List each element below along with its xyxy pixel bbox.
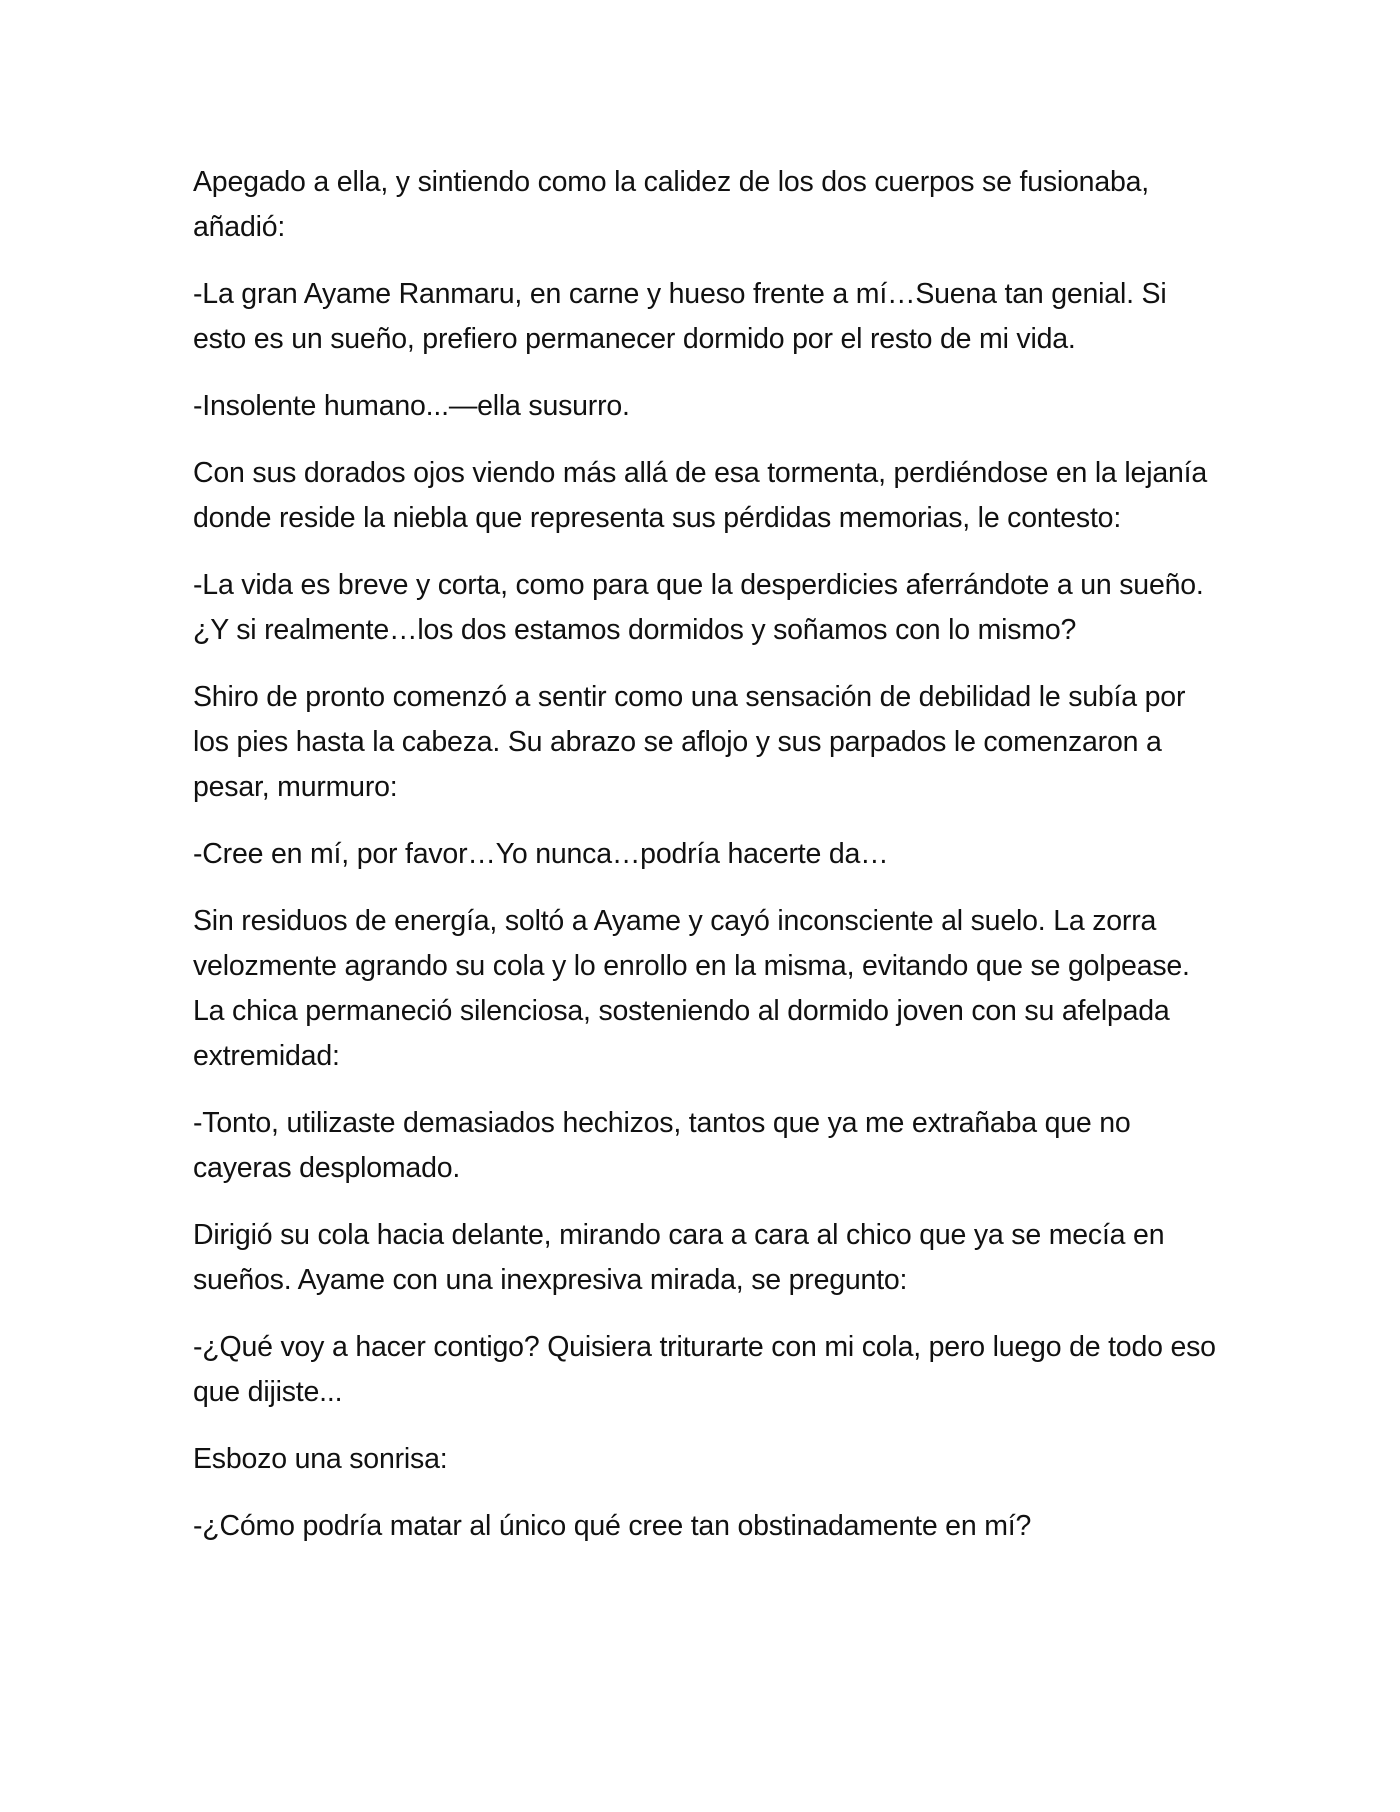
- paragraph: Dirigió su cola hacia delante, mirando cara a cara al chico que ya se mecía en sueños. Ayame con una inexpresiva mirada, se pregunto:: [193, 1219, 1165, 1296]
- paragraph: -Insolente humano...—ella susurro.: [193, 390, 630, 422]
- paragraph: Esbozo una sonrisa:: [193, 1443, 448, 1475]
- document-body: [193, 160, 1223, 1571]
- paragraph: Con sus dorados ojos viendo más allá de esa tormenta, perdiéndose en la lejanía donde reside la niebla que representa sus pérdidas memorias, le contesto:: [193, 457, 1208, 534]
- paragraph: -Cree en mí, por favor…Yo nunca…podría hacerte da…: [193, 838, 889, 870]
- paragraph: Apegado a ella, y sintiendo como la calidez de los dos cuerpos se fusionaba, añadió:: [193, 166, 1149, 243]
- paragraph: -¿Qué voy a hacer contigo? Quisiera triturarte con mi cola, pero luego de todo eso que dijiste...: [193, 1331, 1216, 1408]
- paragraph: Shiro de pronto comenzó a sentir como una sensación de debilidad le subía por los pies hasta la cabeza. Su abrazo se aflojo y sus parpados le comenzaron a pesar, murmuro:: [193, 681, 1186, 803]
- paragraph: -La gran Ayame Ranmaru, en carne y hueso frente a mí…Suena tan genial. Si esto es un sueño, prefiero permanecer dormido por el resto de mi vida.: [193, 278, 1167, 355]
- paragraph: -Tonto, utilizaste demasiados hechizos, tantos que ya me extrañaba que no cayeras desplomado.: [193, 1107, 1131, 1184]
- paragraph: -¿Cómo podría matar al único qué cree tan obstinadamente en mí?: [193, 1510, 1032, 1542]
- paragraph: Sin residuos de energía, soltó a Ayame y cayó inconsciente al suelo. La zorra velozmente agrando su cola y lo enrollo en la misma, evitando que se golpease. La chica permaneció silenciosa, sosteniendo al dormido joven con su afelpada extremidad:: [193, 905, 1190, 1072]
- paragraph: -La vida es breve y corta, como para que la desperdicies aferrándote a un sueño. ¿Y si realmente…los dos estamos dormidos y soñamos con lo mismo?: [193, 569, 1204, 646]
